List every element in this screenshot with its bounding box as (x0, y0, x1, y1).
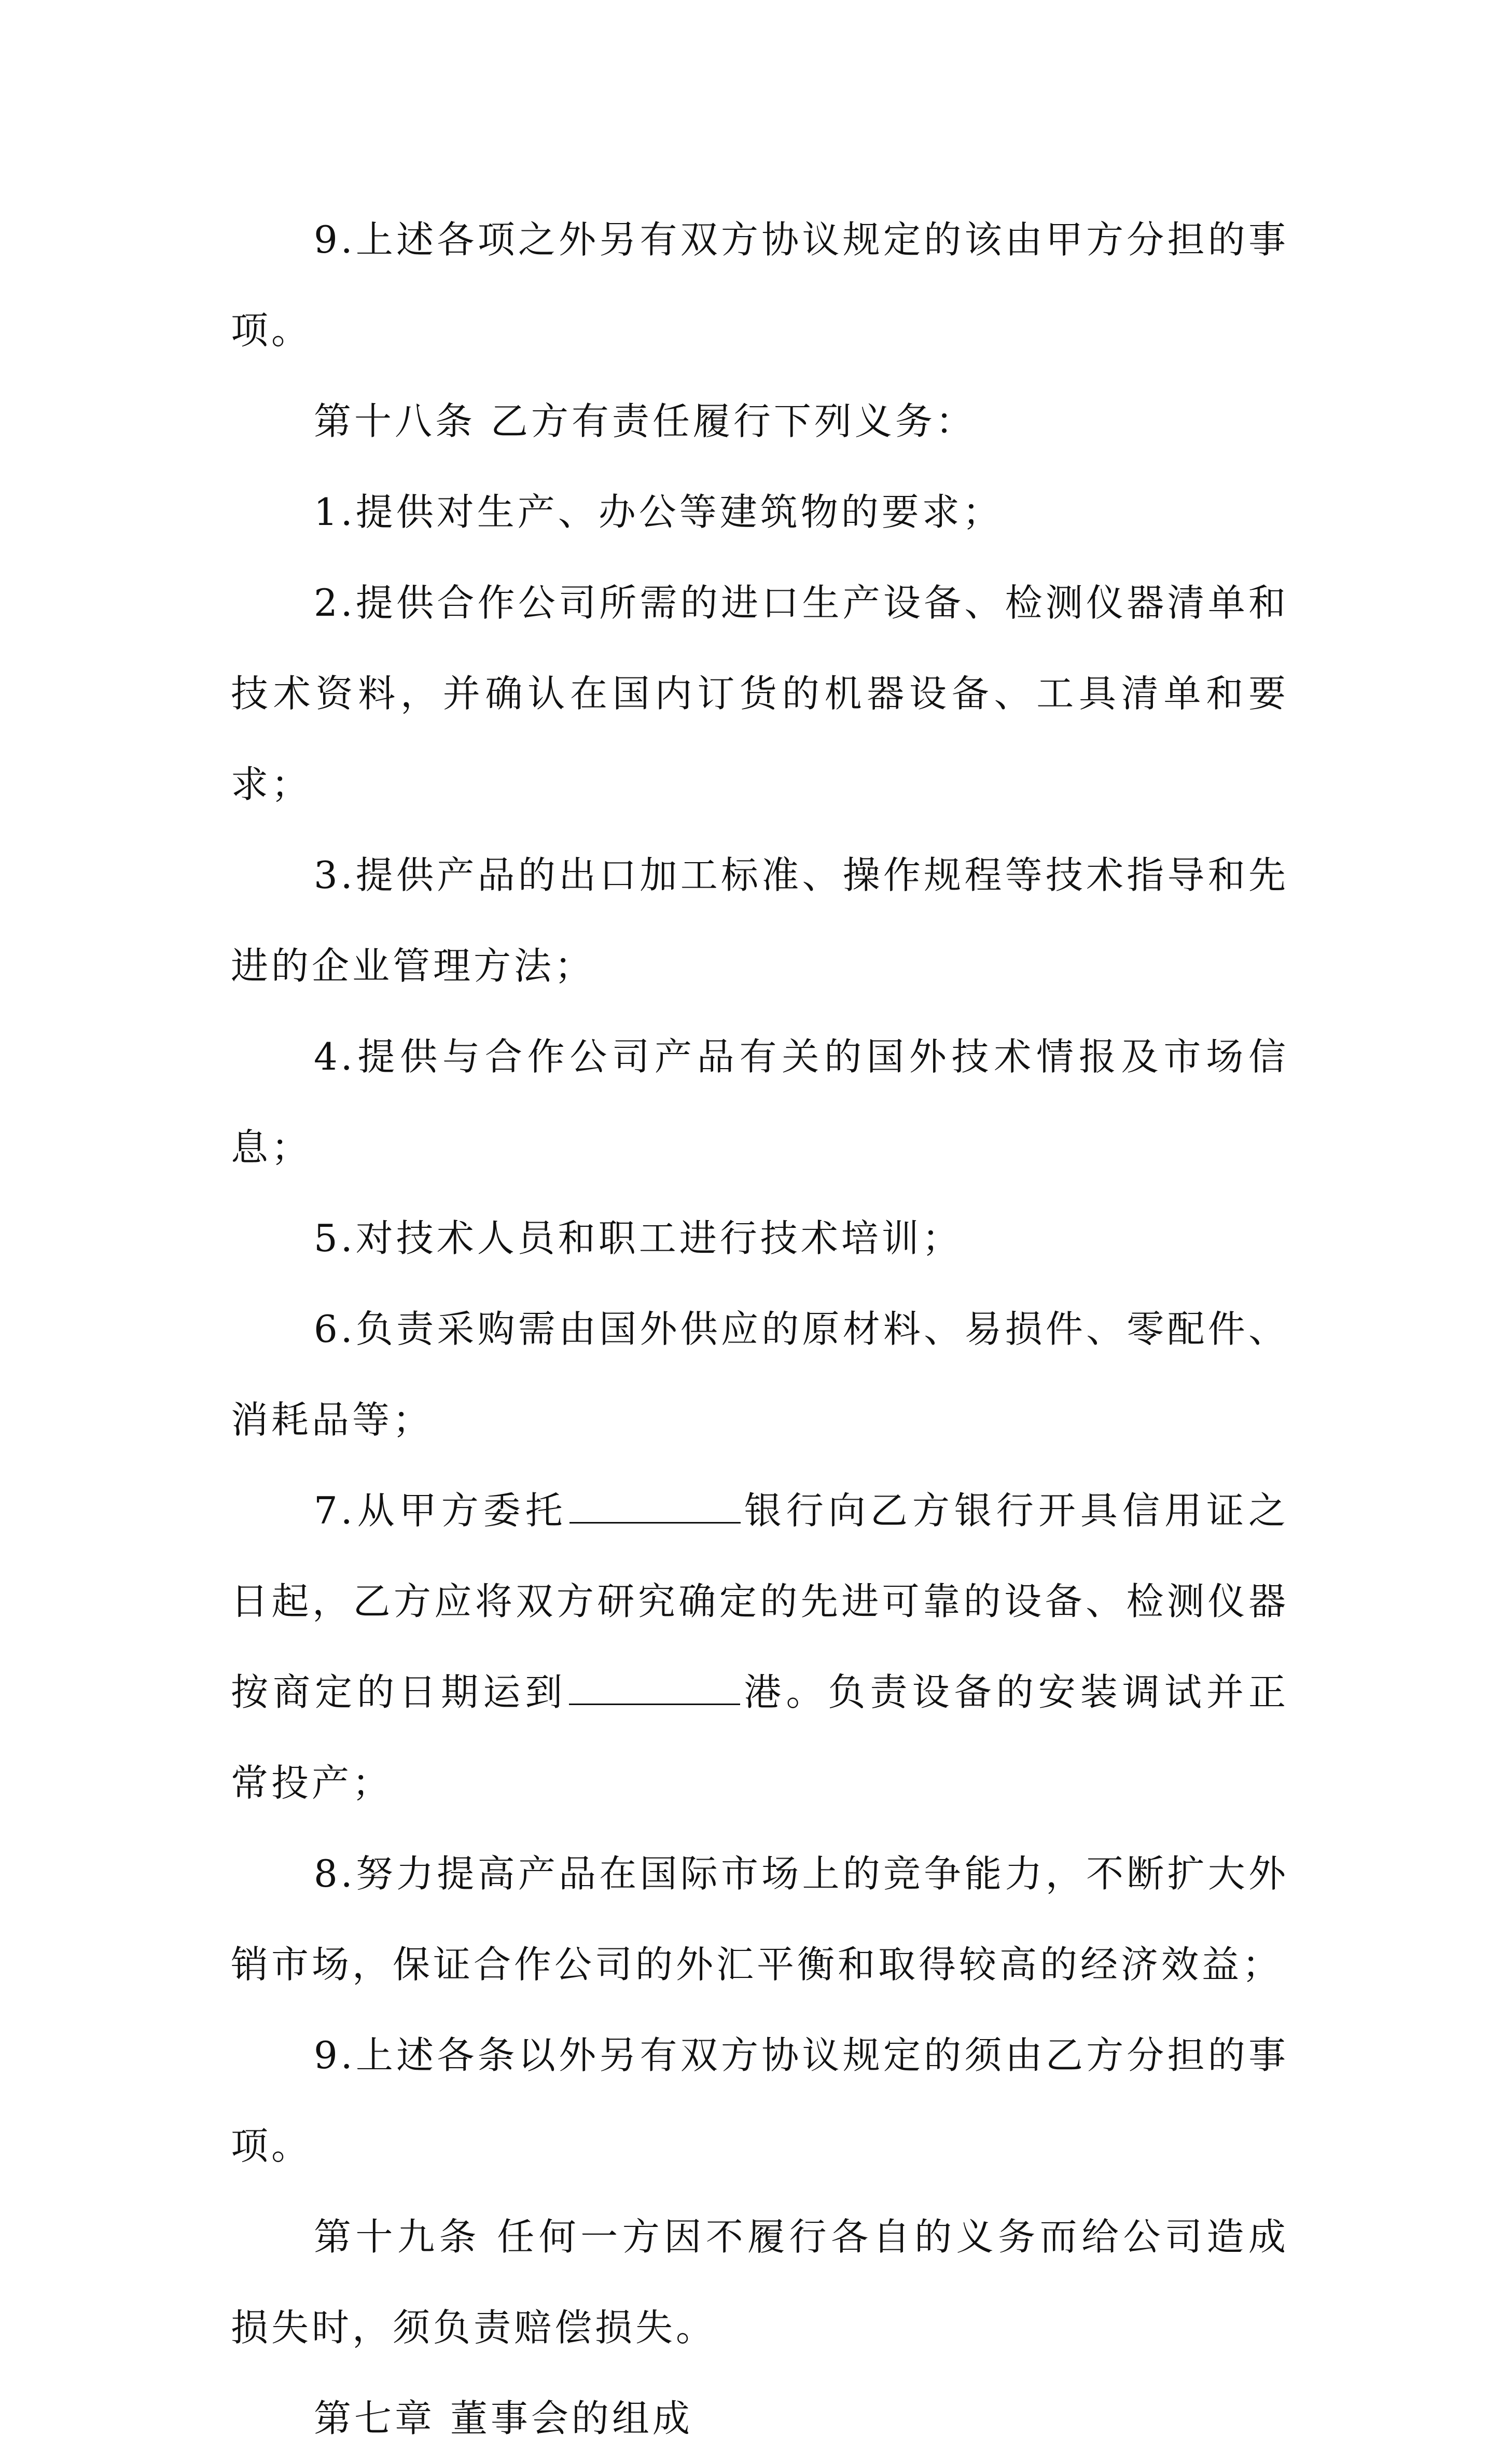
paragraph-item-2: 2.提供合作公司所需的进口生产设备、检测仪器清单和技术资料，并确认在国内订货的机器设备、工具清单和要求； (231, 581, 1289, 806)
blank-line-port (569, 1667, 740, 1705)
paragraph-item-9-party-b: 9.上述各条以外另有双方协议规定的须由乙方分担的事项。 (231, 2033, 1289, 2168)
paragraph-item-7-part-b: 银行向乙方银行开具信用证之日起，乙方应将双方研究确定的先进可靠的设备、检测仪器按商定的日期运到 (231, 1489, 1289, 1714)
chapter-7-heading: 第七章 董事会的组成 (314, 2397, 693, 2440)
paragraph-item-5: 5.对技术人员和职工进行技术培训； (314, 1216, 963, 1260)
paragraph-item-7 (231, 1465, 1289, 1829)
document-body (231, 195, 1289, 2464)
blank-line-bank (569, 1486, 741, 1524)
paragraph-item-1: 1.提供对生产、办公等建筑物的要求； (314, 490, 1003, 534)
paragraph-item-4: 4.提供与合作公司产品有关的国外技术情报及市场信息； (231, 1035, 1289, 1169)
paragraph-item-7-part-c: 港。负责设备的安装调试并正常投产； (231, 1670, 1289, 1805)
paragraph-item-8: 8.努力提高产品在国际市场上的竞争能力，不断扩大外销市场，保证合作公司的外汇平衡和取得较高的经济效益； (231, 1852, 1289, 1986)
article-18-heading: 第十八条 乙方有责任履行下列义务： (314, 399, 976, 443)
paragraph-item-7-part-a: 7.从甲方委托 (314, 1489, 567, 1532)
paragraph-item-3: 3.提供产品的出口加工标准、操作规程等技术指导和先进的企业管理方法； (231, 853, 1289, 988)
paragraph-item-9-party-a: 9.上述各项之外另有双方协议规定的该由甲方分担的事项。 (231, 218, 1289, 352)
paragraph-item-6: 6.负责采购需由国外供应的原材料、易损件、零配件、消耗品等； (231, 1307, 1289, 1442)
article-19: 第十九条 任何一方因不履行各自的义务而给公司造成损失时，须负责赔偿损失。 (231, 2215, 1289, 2349)
